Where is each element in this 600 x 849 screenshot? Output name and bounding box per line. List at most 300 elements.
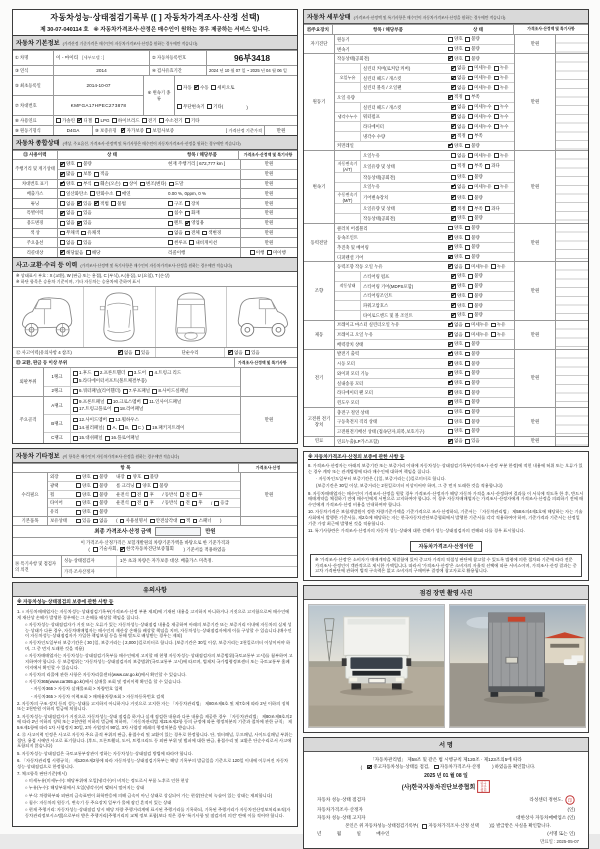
- unchecked-box-icon[interactable]: [107, 425, 112, 430]
- checkbox[interactable]: [93, 483, 108, 489]
- checkbox[interactable]: [465, 438, 480, 444]
- checkbox[interactable]: [123, 388, 150, 394]
- unchecked-box-icon[interactable]: [73, 371, 78, 376]
- checkbox[interactable]: [180, 500, 190, 506]
- unchecked-box-icon[interactable]: [144, 475, 149, 480]
- unchecked-box-icon[interactable]: [465, 419, 470, 424]
- checkbox[interactable]: [120, 518, 148, 524]
- checked-box-icon[interactable]: [451, 124, 456, 129]
- unchecked-box-icon[interactable]: [465, 235, 470, 240]
- checkbox[interactable]: [60, 210, 75, 216]
- unchecked-box-icon[interactable]: [73, 378, 78, 383]
- unchecked-box-icon[interactable]: [465, 255, 470, 260]
- unchecked-box-icon[interactable]: [119, 425, 124, 430]
- checkbox[interactable]: [144, 474, 159, 480]
- checkbox[interactable]: [494, 75, 509, 81]
- unchecked-box-icon[interactable]: [112, 118, 117, 123]
- checkbox[interactable]: [465, 390, 480, 396]
- unchecked-box-icon[interactable]: [465, 47, 470, 52]
- checked-box-icon[interactable]: [448, 390, 453, 395]
- checkbox[interactable]: [468, 133, 483, 139]
- unchecked-box-icon[interactable]: [468, 85, 473, 90]
- unchecked-box-icon[interactable]: [73, 389, 78, 394]
- checkbox[interactable]: [448, 322, 463, 328]
- unchecked-box-icon[interactable]: [93, 519, 98, 524]
- checkbox[interactable]: [76, 483, 91, 489]
- unchecked-box-icon[interactable]: [465, 144, 470, 149]
- checkbox[interactable]: [448, 332, 463, 338]
- checkbox[interactable]: [465, 36, 480, 42]
- checkbox[interactable]: [73, 406, 111, 412]
- checkbox[interactable]: [465, 332, 488, 338]
- checkbox[interactable]: [77, 171, 92, 177]
- unchecked-box-icon[interactable]: [146, 425, 151, 430]
- checkbox[interactable]: [448, 244, 463, 250]
- checkbox[interactable]: [169, 181, 184, 187]
- unchecked-box-icon[interactable]: [211, 85, 216, 90]
- unchecked-box-icon[interactable]: [465, 37, 470, 42]
- checkbox[interactable]: [485, 163, 500, 169]
- checked-box-icon[interactable]: [451, 134, 456, 139]
- checked-box-icon[interactable]: [185, 221, 190, 226]
- unchecked-box-icon[interactable]: [448, 47, 453, 52]
- unchecked-box-icon[interactable]: [468, 206, 473, 211]
- checked-box-icon[interactable]: [448, 361, 453, 366]
- checkbox[interactable]: [132, 425, 144, 430]
- checkbox[interactable]: [73, 425, 104, 431]
- checkbox[interactable]: [185, 201, 200, 207]
- checkbox[interactable]: [448, 225, 463, 231]
- checkbox[interactable]: [142, 118, 157, 124]
- checkbox[interactable]: [494, 124, 509, 130]
- checkbox[interactable]: [448, 428, 463, 434]
- unchecked-box-icon[interactable]: [73, 436, 78, 441]
- checkbox[interactable]: [465, 341, 480, 347]
- unchecked-box-icon[interactable]: [132, 425, 137, 430]
- checkbox[interactable]: [112, 118, 140, 124]
- unchecked-box-icon[interactable]: [468, 76, 473, 81]
- unchecked-box-icon[interactable]: [93, 492, 98, 497]
- checkbox[interactable]: [468, 215, 483, 221]
- checkbox[interactable]: [465, 254, 480, 260]
- checkbox[interactable]: [448, 94, 463, 100]
- checkbox[interactable]: [448, 419, 463, 425]
- unchecked-box-icon[interactable]: [465, 332, 470, 337]
- unchecked-box-icon[interactable]: [468, 124, 473, 129]
- unchecked-box-icon[interactable]: [95, 118, 100, 123]
- unchecked-box-icon[interactable]: [86, 250, 91, 255]
- checkbox[interactable]: [77, 201, 92, 207]
- checked-box-icon[interactable]: [451, 195, 456, 200]
- unchecked-box-icon[interactable]: [192, 501, 197, 506]
- unchecked-box-icon[interactable]: [451, 153, 456, 158]
- unchecked-box-icon[interactable]: [60, 191, 65, 196]
- checkbox[interactable]: [468, 163, 483, 169]
- unchecked-box-icon[interactable]: [142, 118, 147, 123]
- unchecked-box-icon[interactable]: [468, 313, 473, 318]
- checked-box-icon[interactable]: [60, 172, 65, 177]
- unchecked-box-icon[interactable]: [73, 418, 78, 423]
- checked-box-icon[interactable]: [451, 313, 456, 318]
- checkbox[interactable]: [245, 350, 260, 356]
- checkbox[interactable]: [468, 124, 491, 130]
- unchecked-box-icon[interactable]: [465, 56, 470, 61]
- unchecked-box-icon[interactable]: [491, 323, 496, 328]
- checkbox[interactable]: [468, 75, 491, 81]
- unchecked-box-icon[interactable]: [90, 191, 95, 196]
- checkbox[interactable]: [131, 500, 141, 506]
- unchecked-box-icon[interactable]: [491, 332, 496, 337]
- checked-box-icon[interactable]: [448, 255, 453, 260]
- unchecked-box-icon[interactable]: [192, 492, 197, 497]
- checkbox[interactable]: [185, 220, 204, 226]
- unchecked-box-icon[interactable]: [185, 211, 190, 216]
- checkbox[interactable]: [105, 435, 139, 441]
- checkbox[interactable]: [465, 322, 488, 328]
- checkbox[interactable]: [448, 399, 463, 405]
- unchecked-box-icon[interactable]: [468, 216, 473, 221]
- checked-box-icon[interactable]: [448, 352, 453, 357]
- checked-box-icon[interactable]: [448, 323, 453, 328]
- checkbox[interactable]: [267, 250, 286, 256]
- checkbox[interactable]: [448, 380, 463, 386]
- checked-box-icon[interactable]: [448, 400, 453, 405]
- unchecked-box-icon[interactable]: [93, 475, 98, 480]
- checkbox[interactable]: [168, 201, 183, 207]
- checked-box-icon[interactable]: [77, 221, 82, 226]
- checkbox[interactable]: [123, 181, 138, 187]
- checked-box-icon[interactable]: [448, 144, 453, 149]
- checkbox[interactable]: [451, 124, 466, 130]
- checkbox[interactable]: [168, 230, 183, 236]
- checkbox[interactable]: [451, 206, 466, 212]
- checked-box-icon[interactable]: [451, 293, 456, 298]
- checkbox[interactable]: [120, 546, 174, 553]
- checkbox[interactable]: [494, 114, 509, 120]
- unchecked-box-icon[interactable]: [140, 182, 145, 187]
- checkbox[interactable]: [144, 500, 154, 506]
- unchecked-box-icon[interactable]: [465, 245, 470, 250]
- checked-box-icon[interactable]: [120, 547, 125, 552]
- checkbox[interactable]: [434, 764, 481, 770]
- unchecked-box-icon[interactable]: [245, 350, 250, 355]
- unchecked-box-icon[interactable]: [465, 226, 470, 231]
- checkbox[interactable]: [77, 118, 92, 124]
- unchecked-box-icon[interactable]: [485, 164, 490, 169]
- unchecked-box-icon[interactable]: [448, 226, 453, 231]
- checkbox[interactable]: [451, 293, 466, 299]
- checkbox[interactable]: [60, 181, 75, 187]
- checked-box-icon[interactable]: [228, 350, 233, 355]
- checkbox[interactable]: [465, 428, 480, 434]
- checkbox[interactable]: [73, 399, 104, 405]
- unchecked-box-icon[interactable]: [77, 182, 82, 187]
- checked-box-icon[interactable]: [448, 56, 453, 61]
- checkbox[interactable]: [468, 206, 483, 212]
- checkbox[interactable]: [448, 361, 463, 367]
- checkbox[interactable]: [76, 509, 91, 515]
- checkbox[interactable]: [468, 65, 491, 71]
- unchecked-box-icon[interactable]: [73, 407, 78, 412]
- checked-box-icon[interactable]: [451, 66, 456, 71]
- unchecked-box-icon[interactable]: [465, 390, 470, 395]
- checkbox[interactable]: [127, 474, 142, 480]
- unchecked-box-icon[interactable]: [448, 37, 453, 42]
- checkbox[interactable]: [468, 283, 483, 289]
- unchecked-box-icon[interactable]: [180, 519, 185, 524]
- checkbox[interactable]: [207, 104, 223, 110]
- checkbox[interactable]: [168, 210, 183, 216]
- unchecked-box-icon[interactable]: [127, 475, 132, 480]
- checkbox[interactable]: [95, 118, 110, 123]
- unchecked-box-icon[interactable]: [56, 118, 61, 123]
- checkbox[interactable]: [448, 409, 463, 415]
- checkbox[interactable]: [451, 163, 466, 169]
- checkbox[interactable]: [185, 118, 200, 124]
- unchecked-box-icon[interactable]: [93, 510, 98, 515]
- checked-box-icon[interactable]: [60, 250, 65, 255]
- checkbox[interactable]: [81, 230, 100, 236]
- checked-box-icon[interactable]: [451, 216, 456, 221]
- checkbox[interactable]: [128, 370, 146, 376]
- unchecked-box-icon[interactable]: [494, 185, 499, 190]
- unchecked-box-icon[interactable]: [149, 371, 154, 376]
- unchecked-box-icon[interactable]: [434, 765, 439, 770]
- checkbox[interactable]: [468, 293, 483, 299]
- checked-box-icon[interactable]: [367, 765, 372, 770]
- checkbox[interactable]: [451, 273, 466, 279]
- checked-box-icon[interactable]: [451, 76, 456, 81]
- checkbox[interactable]: [76, 500, 91, 506]
- unchecked-box-icon[interactable]: [180, 492, 185, 497]
- checkbox[interactable]: [76, 518, 91, 524]
- checkbox[interactable]: [468, 312, 483, 318]
- checked-box-icon[interactable]: [60, 211, 65, 216]
- checkbox[interactable]: [465, 351, 480, 357]
- checkbox[interactable]: [468, 195, 483, 201]
- checkbox[interactable]: [177, 104, 205, 110]
- unchecked-box-icon[interactable]: [114, 407, 119, 412]
- unchecked-box-icon[interactable]: [107, 399, 112, 404]
- checkbox[interactable]: [468, 104, 491, 110]
- unchecked-box-icon[interactable]: [207, 104, 212, 109]
- checkbox[interactable]: [77, 161, 92, 167]
- unchecked-box-icon[interactable]: [105, 436, 110, 441]
- checkbox[interactable]: [107, 399, 141, 405]
- checked-box-icon[interactable]: [448, 371, 453, 376]
- checkbox[interactable]: [168, 220, 183, 226]
- unchecked-box-icon[interactable]: [267, 250, 272, 255]
- unchecked-box-icon[interactable]: [76, 483, 81, 488]
- unchecked-box-icon[interactable]: [202, 231, 207, 236]
- checkbox[interactable]: [93, 509, 108, 515]
- checked-box-icon[interactable]: [77, 201, 82, 206]
- unchecked-box-icon[interactable]: [465, 95, 470, 100]
- checkbox[interactable]: [93, 518, 108, 524]
- checked-box-icon[interactable]: [77, 118, 82, 123]
- unchecked-box-icon[interactable]: [250, 250, 255, 255]
- unchecked-box-icon[interactable]: [60, 201, 65, 206]
- unchecked-box-icon[interactable]: [465, 352, 470, 357]
- unchecked-box-icon[interactable]: [159, 118, 164, 123]
- unchecked-box-icon[interactable]: [468, 284, 473, 289]
- checkbox[interactable]: [146, 425, 184, 431]
- checkbox[interactable]: [86, 250, 101, 256]
- checked-box-icon[interactable]: [451, 274, 456, 279]
- checkbox[interactable]: [149, 370, 182, 376]
- checkbox[interactable]: [94, 171, 109, 177]
- final-price-input[interactable]: [155, 527, 201, 536]
- checkbox[interactable]: [60, 250, 83, 256]
- checkbox[interactable]: [121, 128, 144, 134]
- checkbox[interactable]: [451, 174, 466, 180]
- checkbox[interactable]: [494, 85, 509, 91]
- checked-box-icon[interactable]: [60, 182, 65, 187]
- checkbox[interactable]: [189, 240, 217, 246]
- checkbox[interactable]: [107, 425, 117, 430]
- unchecked-box-icon[interactable]: [494, 66, 499, 71]
- checkbox[interactable]: [491, 264, 506, 270]
- unchecked-box-icon[interactable]: [465, 429, 470, 434]
- checkbox[interactable]: [211, 85, 234, 91]
- unchecked-box-icon[interactable]: [168, 231, 173, 236]
- unchecked-box-icon[interactable]: [177, 85, 182, 90]
- checkbox[interactable]: [494, 153, 509, 159]
- unchecked-box-icon[interactable]: [468, 114, 473, 119]
- unchecked-box-icon[interactable]: [468, 185, 473, 190]
- unchecked-box-icon[interactable]: [468, 164, 473, 169]
- checkbox[interactable]: [159, 118, 182, 124]
- unchecked-box-icon[interactable]: [144, 492, 149, 497]
- checkbox[interactable]: [448, 46, 463, 52]
- unchecked-box-icon[interactable]: [451, 164, 456, 169]
- checkbox[interactable]: [465, 419, 480, 425]
- unchecked-box-icon[interactable]: [76, 492, 81, 497]
- unchecked-box-icon[interactable]: [73, 425, 78, 430]
- checkbox[interactable]: [451, 75, 466, 81]
- unchecked-box-icon[interactable]: [494, 105, 499, 110]
- checked-box-icon[interactable]: [194, 85, 199, 90]
- unchecked-box-icon[interactable]: [76, 510, 81, 515]
- checkbox[interactable]: [193, 518, 212, 524]
- checkbox[interactable]: [140, 181, 166, 187]
- unchecked-box-icon[interactable]: [109, 418, 114, 423]
- checked-box-icon[interactable]: [448, 342, 453, 347]
- checkbox[interactable]: [93, 474, 108, 480]
- checked-box-icon[interactable]: [118, 350, 123, 355]
- checkbox[interactable]: [250, 250, 265, 256]
- unchecked-box-icon[interactable]: [465, 371, 470, 376]
- unchecked-box-icon[interactable]: [185, 118, 190, 123]
- checkbox[interactable]: [56, 118, 75, 124]
- unchecked-box-icon[interactable]: [422, 824, 427, 829]
- checked-box-icon[interactable]: [451, 206, 456, 211]
- checkbox[interactable]: [465, 380, 480, 386]
- checkbox[interactable]: [136, 483, 151, 489]
- checkbox[interactable]: [94, 370, 125, 376]
- unchecked-box-icon[interactable]: [168, 201, 173, 206]
- unchecked-box-icon[interactable]: [123, 389, 128, 394]
- checkbox[interactable]: [468, 303, 483, 309]
- checkbox[interactable]: [168, 240, 187, 246]
- checkbox[interactable]: [465, 225, 480, 231]
- unchecked-box-icon[interactable]: [185, 231, 190, 236]
- checkbox[interactable]: [451, 215, 466, 221]
- unchecked-box-icon[interactable]: [468, 195, 473, 200]
- unchecked-box-icon[interactable]: [177, 104, 182, 109]
- checkbox[interactable]: [73, 378, 147, 384]
- checkbox[interactable]: [465, 56, 480, 62]
- unchecked-box-icon[interactable]: [116, 191, 121, 196]
- unchecked-box-icon[interactable]: [150, 519, 155, 524]
- unchecked-box-icon[interactable]: [144, 501, 149, 506]
- checked-box-icon[interactable]: [94, 201, 99, 206]
- unchecked-box-icon[interactable]: [93, 547, 98, 552]
- checkbox[interactable]: [228, 350, 243, 356]
- unchecked-box-icon[interactable]: [448, 410, 453, 415]
- checkbox[interactable]: [180, 518, 190, 524]
- checkbox[interactable]: [491, 322, 506, 328]
- checked-box-icon[interactable]: [448, 95, 453, 100]
- checked-box-icon[interactable]: [448, 235, 453, 240]
- unchecked-box-icon[interactable]: [468, 293, 473, 298]
- unchecked-box-icon[interactable]: [76, 501, 81, 506]
- unchecked-box-icon[interactable]: [93, 483, 98, 488]
- checkbox[interactable]: [494, 104, 509, 110]
- checkbox[interactable]: [451, 133, 466, 139]
- checkbox[interactable]: [152, 388, 188, 394]
- unchecked-box-icon[interactable]: [169, 182, 174, 187]
- unchecked-box-icon[interactable]: [123, 182, 128, 187]
- checkbox[interactable]: [451, 85, 466, 91]
- unchecked-box-icon[interactable]: [465, 264, 470, 269]
- unchecked-box-icon[interactable]: [135, 350, 140, 355]
- unchecked-box-icon[interactable]: [77, 240, 82, 245]
- unchecked-box-icon[interactable]: [494, 114, 499, 119]
- checkbox[interactable]: [451, 184, 466, 190]
- checkbox[interactable]: [468, 174, 483, 180]
- checkbox[interactable]: [451, 303, 466, 309]
- checkbox[interactable]: [448, 254, 463, 260]
- unchecked-box-icon[interactable]: [465, 361, 470, 366]
- checkbox[interactable]: [465, 409, 480, 415]
- checkbox[interactable]: [465, 46, 480, 52]
- checkbox[interactable]: [192, 492, 202, 498]
- checkbox[interactable]: [465, 264, 488, 270]
- unchecked-box-icon[interactable]: [465, 410, 470, 415]
- checked-box-icon[interactable]: [451, 185, 456, 190]
- checkbox[interactable]: [93, 492, 108, 498]
- unchecked-box-icon[interactable]: [131, 492, 136, 497]
- checkbox[interactable]: [185, 210, 200, 216]
- checked-box-icon[interactable]: [60, 162, 65, 167]
- checkbox[interactable]: [73, 435, 103, 441]
- checkbox[interactable]: [451, 114, 466, 120]
- unchecked-box-icon[interactable]: [185, 201, 190, 206]
- checkbox[interactable]: [94, 201, 109, 207]
- unchecked-box-icon[interactable]: [136, 483, 141, 488]
- unchecked-box-icon[interactable]: [468, 303, 473, 308]
- checkbox[interactable]: [465, 235, 480, 241]
- unchecked-box-icon[interactable]: [168, 221, 173, 226]
- checked-box-icon[interactable]: [448, 439, 453, 444]
- checkbox[interactable]: [468, 153, 491, 159]
- checkbox[interactable]: [90, 191, 113, 197]
- checkbox[interactable]: [60, 171, 75, 177]
- unchecked-box-icon[interactable]: [494, 153, 499, 158]
- checkbox[interactable]: [60, 201, 75, 207]
- checkbox[interactable]: [451, 153, 466, 159]
